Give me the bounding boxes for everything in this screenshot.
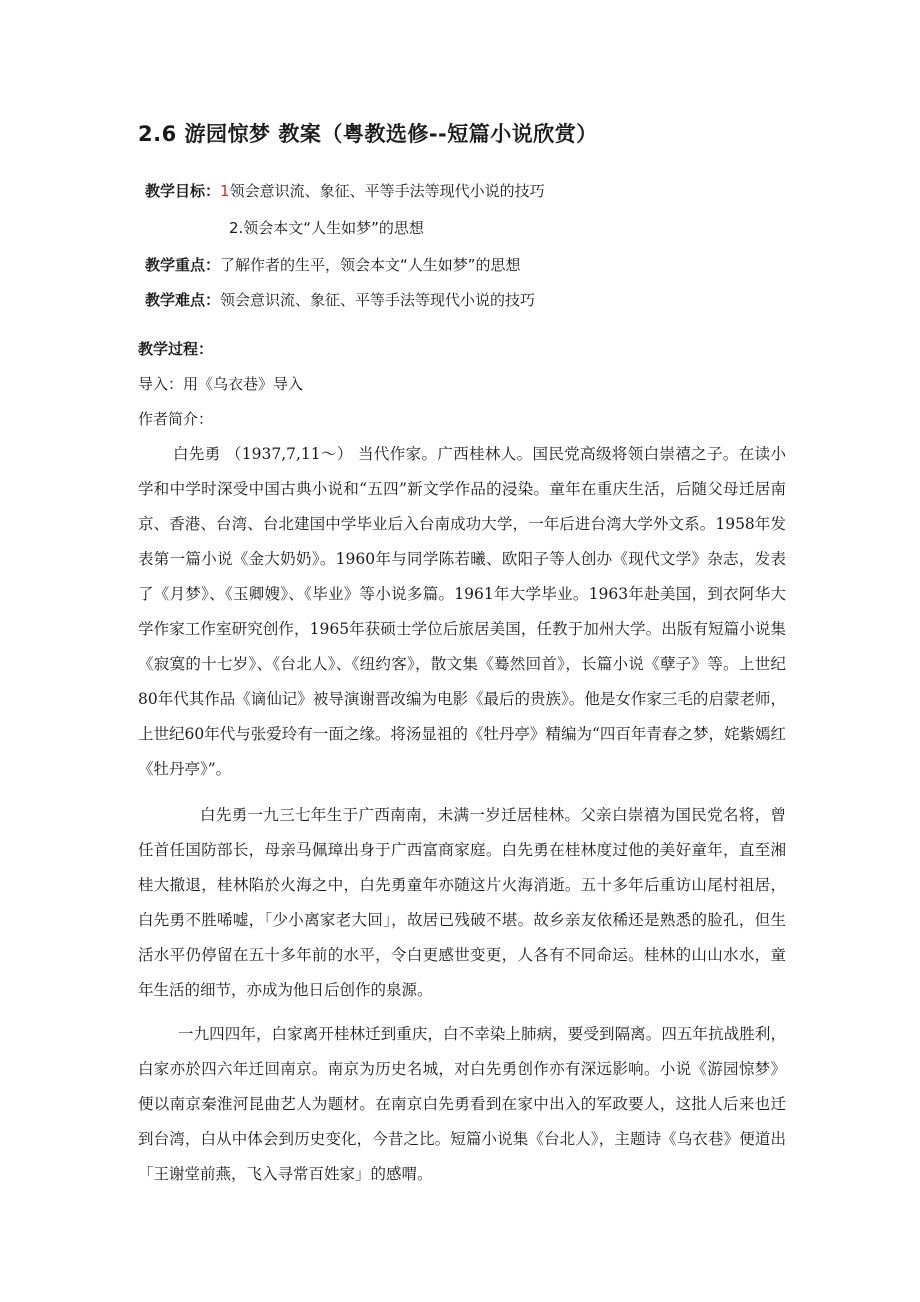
- goal-target-1-text: 领会意识流、象征、平等手法等现代小说的技巧: [229, 182, 545, 200]
- goal-focus-text: 了解作者的生平，领会本文“人生如梦”的思想: [220, 256, 521, 274]
- goal-target-row: [145, 180, 545, 201]
- goal-focus-label: 教学重点：: [145, 256, 221, 274]
- paragraph-3: 一九四四年，白家离开桂林迁到重庆，白不幸染上肺病，要受到隔离。四五年抗战胜利，白家亦於四六年迁回南京。南京为历史名城，对白先勇创作亦有深远影响。小说《游园惊梦》便以南京秦淮河昆曲艺人为题材。在南京白先勇看到在家中出入的军政要人，这批人后来也迁到台湾，白从中体会到历史变化，今昔之比。短篇小说集《台北人》，主题诗《乌衣巷》便道出「王谢堂前燕，飞入寻常百姓家」的感喟。: [138, 1025, 786, 1183]
- goal-target-label: 教学目标：: [145, 182, 221, 200]
- goal-difficulty-row: [145, 289, 535, 310]
- process-label: 教学过程：: [138, 340, 214, 358]
- document-title: 2.6 游园惊梦 教案（粤教选修--短篇小说欣赏）: [138, 122, 598, 146]
- goal-difficulty-label: 教学难点：: [145, 291, 221, 309]
- paragraph-1: 白先勇 （1937,7,11～） 当代作家。广西桂林人。国民党高级将领白崇禧之子。在读小学和中学时深受中国古典小说和“五四”新文学作品的浸染。童年在重庆生活，后随父母迁居南京、香港、台湾、台北建国中学毕业后入台南成功大学，一年后进台湾大学外文系。1958年发表第一篇小说《金大奶奶》。1960年与同学陈若曦、欧阳子等人创办《现代文学》杂志，发表了《月梦》、《玉卿嫂》、《毕业》等小说多篇。1961年大学毕业。1963年赴美国，到衣阿华大学作家工作室研究创作，1965年获硕士学位后旅居美国，任教于加州大学。出版有短篇小说集《寂寞的十七岁》、《台北人》、《纽约客》，散文集《蓦然回首》，长篇小说《孽子》等。上世纪80年代其作品《谪仙记》被导演谢晋改编为电影《最后的贵族》。他是女作家三毛的启蒙老师，上世纪60年代与张爱玲有一面之缘。将汤显祖的《牡丹亭》精编为“四百年青春之梦，姹紫嫣红《牡丹亭》”。: [138, 445, 786, 778]
- goal-focus-row: [145, 254, 521, 275]
- goal-target-2: 2.领会本文“人生如梦”的思想: [229, 219, 424, 237]
- goal-target-1-num: 1: [220, 182, 230, 200]
- author-label: 作者简介：: [138, 410, 214, 428]
- intro-line: 导入：用《乌衣巷》导入: [138, 375, 304, 393]
- goal-difficulty-text: 领会意识流、象征、平等手法等现代小说的技巧: [220, 291, 536, 309]
- paragraph-2: 白先勇一九三七年生于广西南南，未满一岁迁居桂林。父亲白崇禧为国民党名将，曾任首任国防部长，母亲马佩璋出身于广西富商家庭。白先勇在桂林度过他的美好童年，直至湘桂大撤退，桂林陷於火海之中，白先勇童年亦随这片火海消逝。五十多年后重访山尾村祖居，白先勇不胜唏嘘，「少小离家老大回」，故居已残破不堪。故乡亲友依稀还是熟悉的脸孔，但生活水平仍停留在五十多年前的水平，令白更感世变更，人各有不同命运。桂林的山山水水，童年生活的细节，亦成为他日后创作的泉源。: [138, 806, 786, 999]
